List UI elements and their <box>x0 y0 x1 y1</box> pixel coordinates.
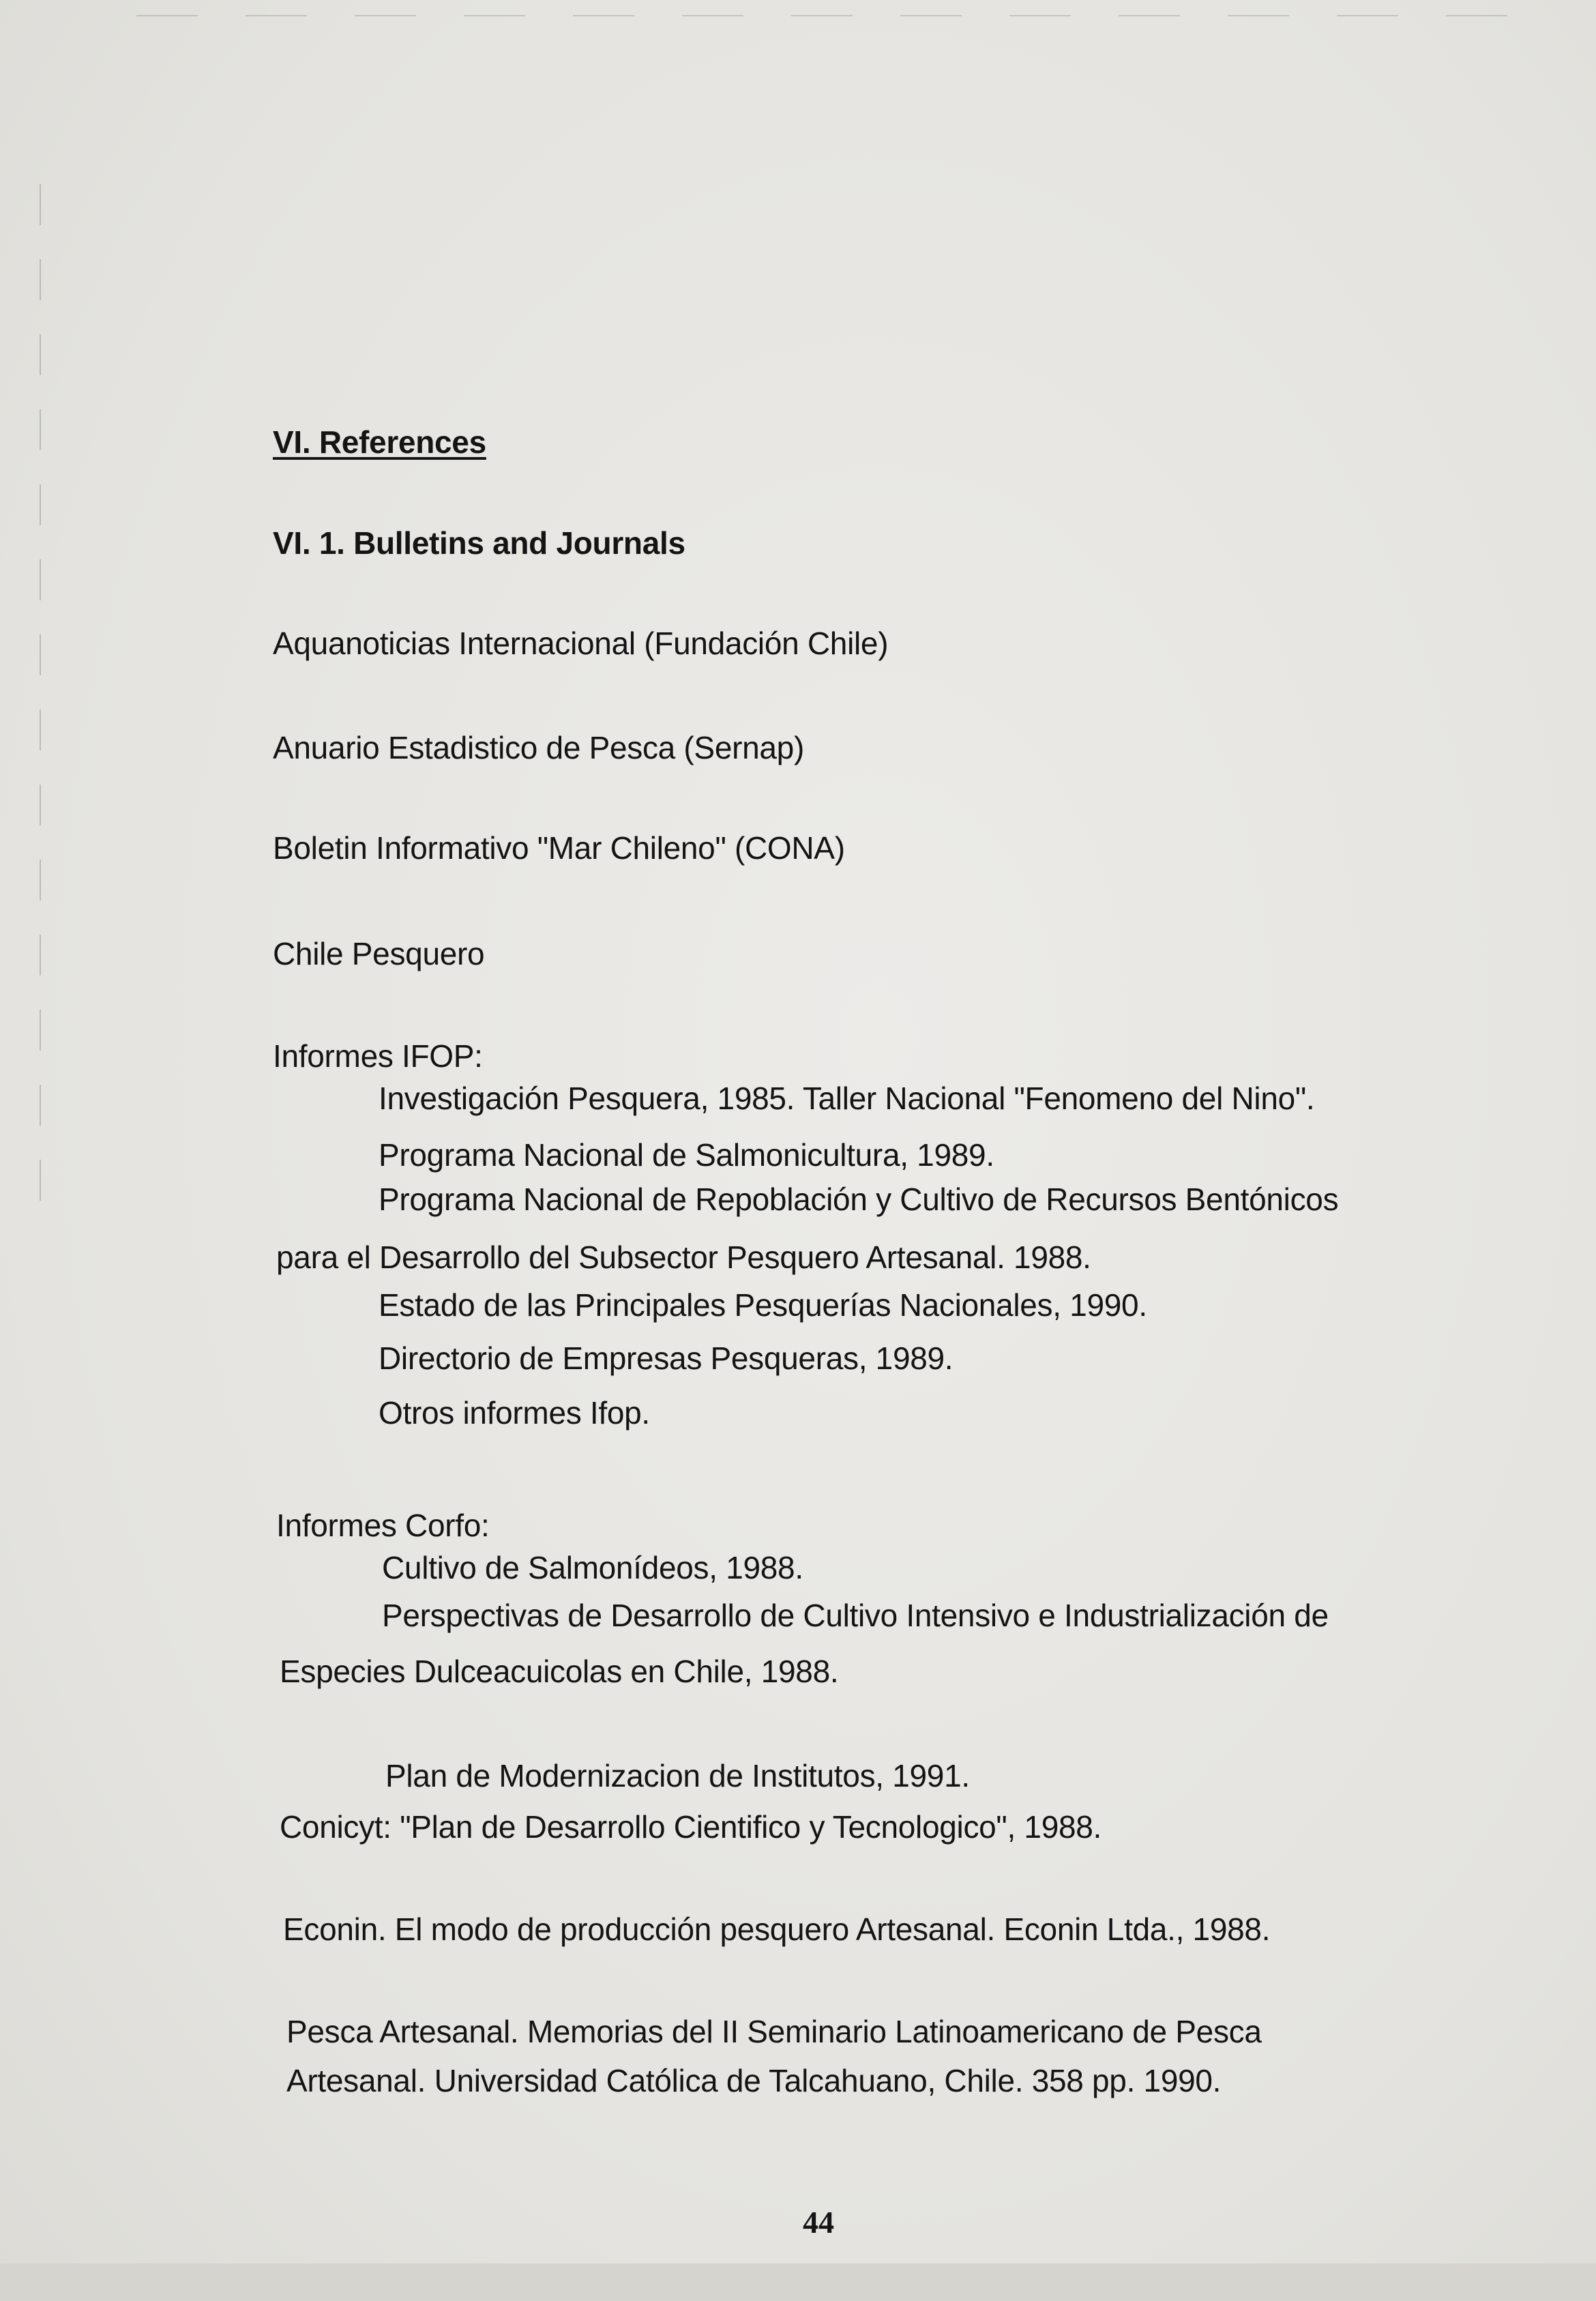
reference-anuario: Anuario Estadistico de Pesca (Sernap) <box>273 730 804 765</box>
reference-pesca-artesanal: Pesca Artesanal. Memorias del II Seminario Latinoamericano de Pesca <box>286 2014 1262 2049</box>
reference-chile-pesquero: Chile Pesquero <box>273 936 485 971</box>
ifop-item: Otros informes Ifop. <box>379 1395 650 1431</box>
reference-conicyt: Conicyt: "Plan de Desarrollo Cientifico y Tecnologico", 1988. <box>280 1809 1102 1845</box>
ifop-item: Estado de las Principales Pesquerías Nacionales, 1990. <box>379 1287 1147 1323</box>
corfo-item: Perspectivas de Desarrollo de Cultivo Intensivo e Industrialización de <box>382 1598 1329 1633</box>
corfo-item: Especies Dulceacuicolas en Chile, 1988. <box>280 1654 839 1689</box>
ifop-item: Directorio de Empresas Pesqueras, 1989. <box>379 1340 954 1376</box>
section-subtitle: VI. 1. Bulletins and Journals <box>273 525 685 561</box>
corfo-heading: Informes Corfo: <box>276 1508 490 1543</box>
corfo-item: Cultivo de Salmonídeos, 1988. <box>382 1550 803 1585</box>
scan-bottom-strip <box>0 2263 1596 2301</box>
scan-left-edge <box>40 184 41 1207</box>
reference-aquanoticias: Aquanoticias Internacional (Fundación Chile) <box>273 626 889 661</box>
ifop-item: Programa Nacional de Repoblación y Cultivo de Recursos Bentónicos <box>379 1182 1339 1217</box>
ifop-item: para el Desarrollo del Subsector Pesquero Artesanal. 1988. <box>276 1240 1091 1275</box>
ifop-heading: Informes IFOP: <box>273 1038 483 1074</box>
corfo-item: Plan de Modernizacion de Institutos, 1991. <box>385 1758 970 1793</box>
scan-top-edge <box>136 15 1555 16</box>
reference-pesca-artesanal: Artesanal. Universidad Católica de Talcahuano, Chile. 358 pp. 1990. <box>286 2063 1222 2098</box>
page-number: 44 <box>803 2205 834 2240</box>
reference-econin: Econin. El modo de producción pesquero Artesanal. Econin Ltda., 1988. <box>283 1911 1271 1947</box>
section-title: VI. References <box>273 424 486 460</box>
ifop-item: Investigación Pesquera, 1985. Taller Nacional "Fenomeno del Nino". <box>379 1081 1315 1116</box>
reference-boletin: Boletin Informativo "Mar Chileno" (CONA) <box>273 830 845 866</box>
ifop-item: Programa Nacional de Salmonicultura, 1989. <box>379 1137 994 1173</box>
